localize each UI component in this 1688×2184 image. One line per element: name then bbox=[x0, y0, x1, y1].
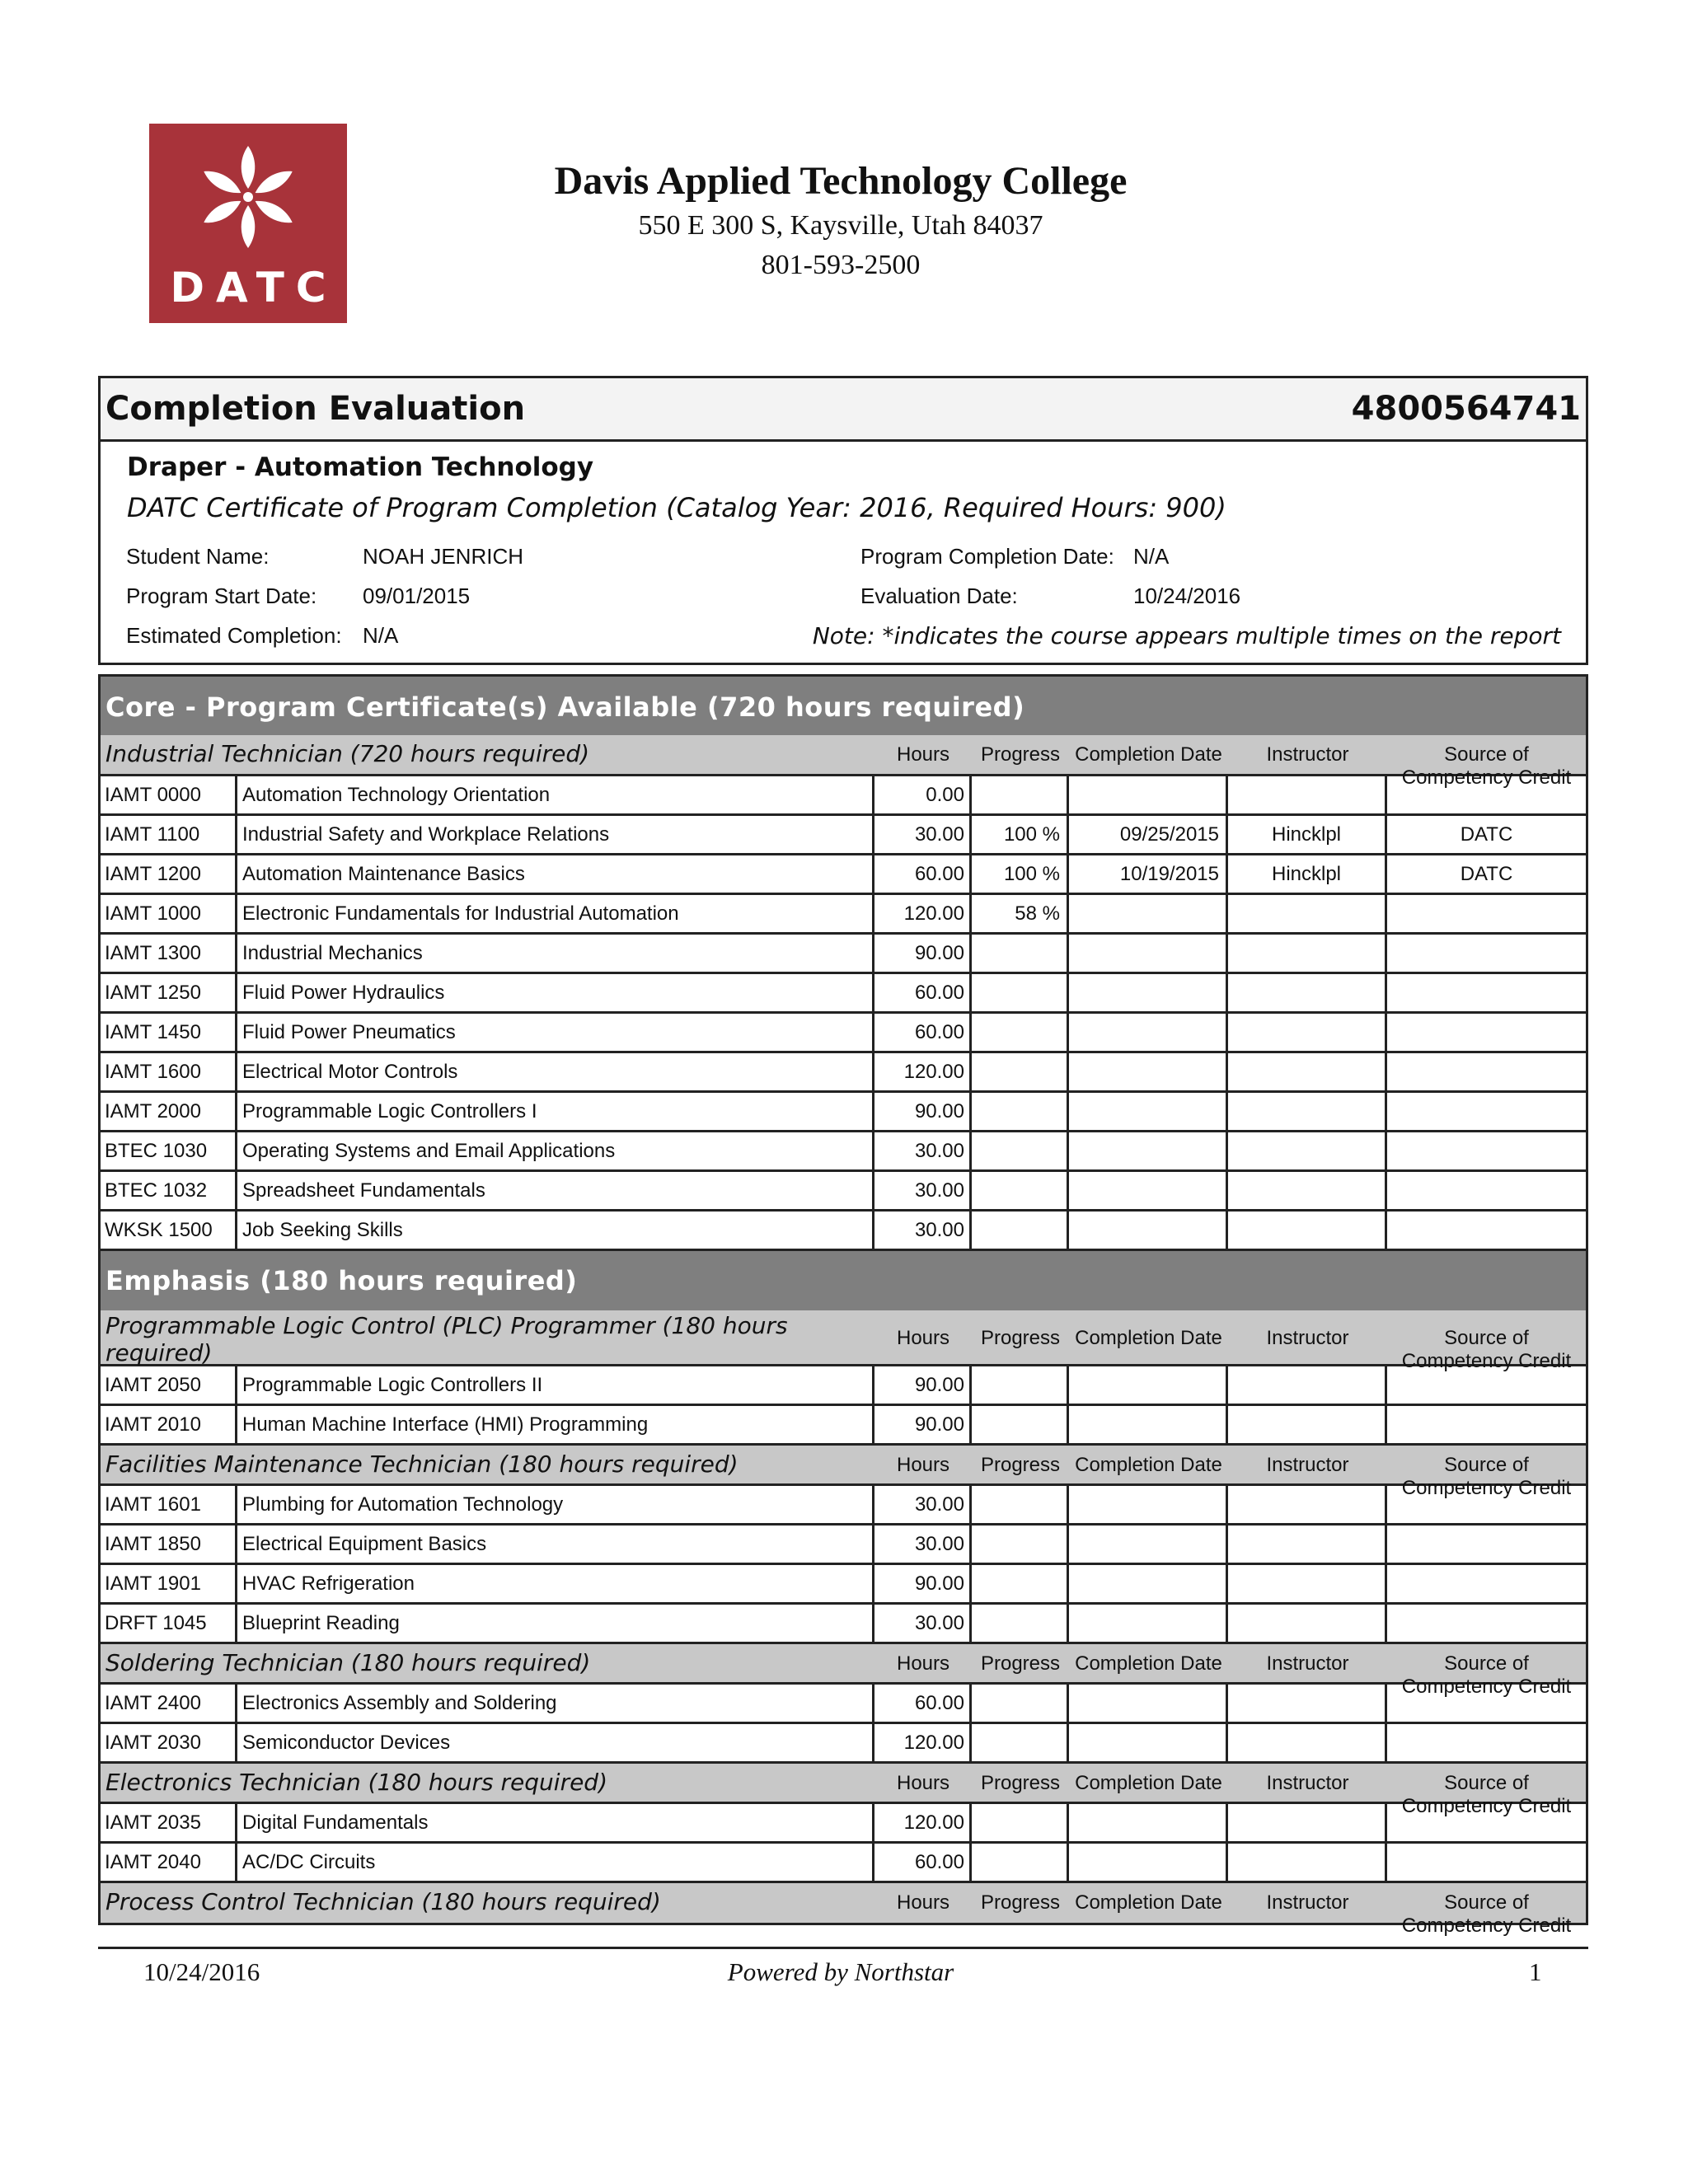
course-code: BTEC 1030 bbox=[101, 1132, 237, 1169]
course-progress bbox=[972, 935, 1069, 972]
course-hours: 90.00 bbox=[874, 935, 972, 972]
course-source: DATC bbox=[1460, 823, 1513, 846]
course-code: IAMT 0000 bbox=[101, 776, 237, 813]
course-title: Industrial Mechanics bbox=[237, 935, 874, 972]
course-source bbox=[1387, 776, 1586, 813]
table-row bbox=[101, 1605, 1586, 1644]
course-code: IAMT 2040 bbox=[101, 1844, 237, 1881]
footer-rule bbox=[98, 1947, 1588, 1949]
group-header bbox=[101, 735, 1586, 789]
course-instructor bbox=[1228, 1804, 1387, 1841]
table-row bbox=[101, 855, 1586, 895]
course-source bbox=[1387, 1212, 1586, 1249]
group-title: Facilities Maintenance Technician (180 hours required) bbox=[106, 1451, 738, 1478]
course-progress bbox=[972, 1132, 1069, 1169]
course-hours: 30.00 bbox=[874, 1526, 972, 1563]
estimated-completion-label: Estimated Completion: bbox=[126, 623, 342, 648]
course-instructor bbox=[1228, 1724, 1387, 1761]
course-completion-date bbox=[1069, 1724, 1228, 1761]
course-code: IAMT 1250 bbox=[101, 974, 237, 1011]
course-instructor: Hincklpl bbox=[1228, 816, 1387, 853]
col-source: Source of Competency Credit bbox=[1401, 1891, 1572, 1937]
table-row bbox=[101, 1093, 1586, 1132]
course-progress bbox=[972, 1844, 1069, 1881]
course-instructor bbox=[1228, 1685, 1387, 1722]
college-name: Davis Applied Technology College bbox=[554, 159, 1128, 203]
col-instructor: Instructor bbox=[1266, 743, 1349, 766]
course-code: IAMT 2030 bbox=[101, 1724, 237, 1761]
course-instructor bbox=[1228, 1605, 1387, 1642]
course-instructor bbox=[1228, 1014, 1387, 1051]
course-progress bbox=[972, 974, 1069, 1011]
course-hours: 90.00 bbox=[874, 1366, 972, 1404]
evaluation-date-label: Evaluation Date: bbox=[860, 583, 1018, 608]
course-code: IAMT 1850 bbox=[101, 1526, 237, 1563]
core-section-header: Core - Program Certificate(s) Available (720 hours required) bbox=[101, 674, 1586, 735]
col-hours: Hours bbox=[896, 743, 950, 766]
table-row bbox=[101, 1132, 1586, 1172]
course-title: Electrical Equipment Basics bbox=[237, 1526, 874, 1563]
course-source bbox=[1387, 1172, 1586, 1209]
course-completion-date bbox=[1069, 1014, 1228, 1051]
course-hours: 90.00 bbox=[874, 1565, 972, 1602]
course-completion-date bbox=[1069, 1605, 1228, 1642]
course-progress bbox=[972, 1366, 1069, 1404]
course-title: Electrical Motor Controls bbox=[237, 1053, 874, 1090]
course-hours: 120.00 bbox=[874, 895, 972, 932]
course-code: IAMT 2000 bbox=[101, 1093, 237, 1130]
course-instructor bbox=[1228, 895, 1387, 932]
table-row bbox=[101, 816, 1586, 855]
course-code: IAMT 2050 bbox=[101, 1366, 237, 1404]
table-row bbox=[101, 1172, 1586, 1212]
course-progress bbox=[972, 1526, 1069, 1563]
course-source bbox=[1387, 1685, 1586, 1722]
course-completion-date bbox=[1069, 935, 1228, 972]
evaluation-date: 10/24/2016 bbox=[1133, 583, 1241, 608]
course-title: Operating Systems and Email Applications bbox=[237, 1132, 874, 1169]
table-row bbox=[101, 1212, 1586, 1251]
course-progress: 100 % bbox=[972, 816, 1069, 853]
table-row bbox=[101, 1366, 1586, 1406]
document-title: Completion Evaluation bbox=[106, 390, 526, 428]
college-phone: 801-593-2500 bbox=[761, 250, 921, 280]
col-completion-date: Completion Date bbox=[1075, 1891, 1222, 1914]
course-completion-date bbox=[1069, 1053, 1228, 1090]
course-source bbox=[1387, 1605, 1586, 1642]
course-code: IAMT 1601 bbox=[101, 1486, 237, 1523]
document-id: 4800564741 bbox=[1351, 390, 1581, 428]
page-number: 1 bbox=[1529, 1957, 1542, 1986]
col-instructor: Instructor bbox=[1266, 1454, 1349, 1476]
course-title: AC/DC Circuits bbox=[237, 1844, 874, 1881]
course-progress bbox=[972, 1406, 1069, 1443]
course-instructor bbox=[1228, 1406, 1387, 1443]
course-instructor bbox=[1228, 935, 1387, 972]
table-row bbox=[101, 776, 1586, 816]
course-hours: 120.00 bbox=[874, 1053, 972, 1090]
course-progress: 58 % bbox=[972, 895, 1069, 932]
col-completion-date: Completion Date bbox=[1075, 743, 1222, 766]
evaluation-header bbox=[98, 376, 1588, 665]
course-source bbox=[1387, 1014, 1586, 1051]
course-progress bbox=[972, 1172, 1069, 1209]
course-completion-date bbox=[1069, 1565, 1228, 1602]
course-source bbox=[1387, 1406, 1586, 1443]
col-hours: Hours bbox=[896, 1454, 950, 1476]
course-title: Programmable Logic Controllers I bbox=[237, 1093, 874, 1130]
col-source: Source of Competency Credit bbox=[1401, 1454, 1572, 1499]
table-row bbox=[101, 1014, 1586, 1053]
table-row bbox=[101, 1526, 1586, 1565]
course-code: IAMT 1000 bbox=[101, 895, 237, 932]
course-code: IAMT 1300 bbox=[101, 935, 237, 972]
group-title: Programmable Logic Control (PLC) Programmer (180 hours required) bbox=[106, 1312, 788, 1366]
program-completion-date: N/A bbox=[1133, 544, 1170, 569]
program-name: Draper - Automation Technology bbox=[127, 452, 594, 482]
course-source bbox=[1387, 1486, 1586, 1523]
course-completion-date bbox=[1069, 1526, 1228, 1563]
course-source bbox=[1387, 1724, 1586, 1761]
course-hours: 120.00 bbox=[874, 1724, 972, 1761]
course-instructor bbox=[1228, 1093, 1387, 1130]
student-name: NOAH JENRICH bbox=[363, 544, 524, 569]
course-progress bbox=[972, 1724, 1069, 1761]
college-address: 550 E 300 S, Kaysville, Utah 84037 bbox=[638, 210, 1043, 241]
course-completion-date bbox=[1069, 974, 1228, 1011]
course-hours: 30.00 bbox=[874, 1605, 972, 1642]
course-progress: 100 % bbox=[972, 855, 1069, 893]
course-source bbox=[1387, 1526, 1586, 1563]
course-source bbox=[1387, 1366, 1586, 1404]
course-completion-date bbox=[1069, 1685, 1228, 1722]
course-progress bbox=[972, 1093, 1069, 1130]
course-source bbox=[1387, 1053, 1586, 1090]
course-completion-date bbox=[1069, 1486, 1228, 1523]
col-instructor: Instructor bbox=[1266, 1327, 1349, 1349]
col-source: Source of Competency Credit bbox=[1401, 743, 1572, 789]
course-instructor bbox=[1228, 974, 1387, 1011]
course-title: Electronic Fundamentals for Industrial Automation bbox=[237, 895, 874, 932]
group-title: Industrial Technician (720 hours required) bbox=[106, 740, 590, 767]
emphasis-section-header: Emphasis (180 hours required) bbox=[101, 1251, 1586, 1310]
start-date: 09/01/2015 bbox=[363, 583, 471, 608]
course-completion-date bbox=[1069, 1844, 1228, 1881]
course-completion-date bbox=[1069, 1132, 1228, 1169]
course-code: WKSK 1500 bbox=[101, 1212, 237, 1249]
course-hours: 30.00 bbox=[874, 1132, 972, 1169]
table-row bbox=[101, 1685, 1586, 1724]
col-progress: Progress bbox=[980, 1327, 1061, 1349]
course-progress bbox=[972, 1212, 1069, 1249]
course-code: BTEC 1032 bbox=[101, 1172, 237, 1209]
course-progress bbox=[972, 1605, 1069, 1642]
course-code: IAMT 1450 bbox=[101, 1014, 237, 1051]
col-instructor: Instructor bbox=[1266, 1652, 1349, 1675]
col-completion-date: Completion Date bbox=[1075, 1327, 1222, 1349]
course-hours: 30.00 bbox=[874, 1172, 972, 1209]
col-source: Source of Competency Credit bbox=[1401, 1652, 1572, 1698]
col-completion-date: Completion Date bbox=[1075, 1652, 1222, 1675]
course-instructor bbox=[1228, 1526, 1387, 1563]
course-progress bbox=[972, 1014, 1069, 1051]
course-code: DRFT 1045 bbox=[101, 1605, 237, 1642]
course-completion-date bbox=[1069, 1366, 1228, 1404]
course-code: IAMT 2035 bbox=[101, 1804, 237, 1841]
group-header bbox=[101, 1644, 1586, 1698]
col-progress: Progress bbox=[980, 1454, 1061, 1476]
col-instructor: Instructor bbox=[1266, 1891, 1349, 1914]
course-source bbox=[1387, 1132, 1586, 1169]
course-completion-date bbox=[1069, 1093, 1228, 1130]
course-title: Plumbing for Automation Technology bbox=[237, 1486, 874, 1523]
college-logo bbox=[149, 124, 347, 323]
course-source: DATC bbox=[1460, 863, 1513, 885]
course-source bbox=[1387, 1844, 1586, 1881]
course-completion-date bbox=[1069, 1172, 1228, 1209]
table-row bbox=[101, 1406, 1586, 1446]
duplicate-course-note: Note: *indicates the course appears multiple times on the report bbox=[812, 622, 1561, 649]
col-instructor: Instructor bbox=[1266, 1772, 1349, 1794]
course-hours: 30.00 bbox=[874, 1486, 972, 1523]
course-instructor bbox=[1228, 1366, 1387, 1404]
course-hours: 30.00 bbox=[874, 816, 972, 853]
course-hours: 60.00 bbox=[874, 1014, 972, 1051]
course-source bbox=[1387, 1093, 1586, 1130]
course-instructor bbox=[1228, 1132, 1387, 1169]
course-hours: 60.00 bbox=[874, 1844, 972, 1881]
course-completion-date: 09/25/2015 bbox=[1069, 816, 1228, 853]
footer-powered-by: Powered by Northstar bbox=[727, 1957, 954, 1986]
course-source bbox=[1387, 935, 1586, 972]
col-source: Source of Competency Credit bbox=[1401, 1772, 1572, 1817]
col-completion-date: Completion Date bbox=[1075, 1454, 1222, 1476]
course-hours: 0.00 bbox=[874, 776, 972, 813]
course-completion-date bbox=[1069, 1804, 1228, 1841]
group-title: Process Control Technician (180 hours required) bbox=[106, 1888, 661, 1915]
table-row bbox=[101, 1844, 1586, 1883]
course-title: Blueprint Reading bbox=[237, 1605, 874, 1642]
course-title: Programmable Logic Controllers II bbox=[237, 1366, 874, 1404]
course-title: Industrial Safety and Workplace Relations bbox=[237, 816, 874, 853]
course-code: IAMT 2010 bbox=[101, 1406, 237, 1443]
course-title: HVAC Refrigeration bbox=[237, 1565, 874, 1602]
col-progress: Progress bbox=[980, 1772, 1061, 1794]
table-row bbox=[101, 1486, 1586, 1526]
course-title: Job Seeking Skills bbox=[237, 1212, 874, 1249]
course-instructor bbox=[1228, 1486, 1387, 1523]
course-code: IAMT 1901 bbox=[101, 1565, 237, 1602]
course-code: IAMT 1100 bbox=[101, 816, 237, 853]
col-hours: Hours bbox=[896, 1327, 950, 1349]
course-progress bbox=[972, 776, 1069, 813]
course-title: Automation Technology Orientation bbox=[237, 776, 874, 813]
estimated-completion: N/A bbox=[363, 623, 399, 648]
col-completion-date: Completion Date bbox=[1075, 1772, 1222, 1794]
course-hours: 90.00 bbox=[874, 1093, 972, 1130]
group-header bbox=[101, 1446, 1586, 1499]
course-instructor bbox=[1228, 1565, 1387, 1602]
course-hours: 120.00 bbox=[874, 1804, 972, 1841]
table-row bbox=[101, 1724, 1586, 1764]
group-header bbox=[101, 1764, 1586, 1817]
course-source bbox=[1387, 1804, 1586, 1841]
course-progress bbox=[972, 1486, 1069, 1523]
course-hours: 60.00 bbox=[874, 974, 972, 1011]
course-instructor: Hincklpl bbox=[1228, 855, 1387, 893]
course-title: Fluid Power Pneumatics bbox=[237, 1014, 874, 1051]
table-row bbox=[101, 1565, 1586, 1605]
col-hours: Hours bbox=[896, 1652, 950, 1675]
course-title: Electronics Assembly and Soldering bbox=[237, 1685, 874, 1722]
course-code: IAMT 2400 bbox=[101, 1685, 237, 1722]
course-progress bbox=[972, 1565, 1069, 1602]
logo-wordmark: DATC bbox=[170, 264, 338, 312]
course-title: Fluid Power Hydraulics bbox=[237, 974, 874, 1011]
course-completion-date bbox=[1069, 895, 1228, 932]
course-source bbox=[1387, 895, 1586, 932]
table-row bbox=[101, 935, 1586, 974]
program-completion-label: Program Completion Date: bbox=[860, 544, 1114, 569]
course-instructor bbox=[1228, 1053, 1387, 1090]
col-progress: Progress bbox=[980, 1891, 1061, 1914]
table-row bbox=[101, 974, 1586, 1014]
course-hours: 60.00 bbox=[874, 855, 972, 893]
course-hours: 90.00 bbox=[874, 1406, 972, 1443]
col-hours: Hours bbox=[896, 1891, 950, 1914]
course-title: Automation Maintenance Basics bbox=[237, 855, 874, 893]
col-progress: Progress bbox=[980, 1652, 1061, 1675]
course-code: IAMT 1200 bbox=[101, 855, 237, 893]
footer-date: 10/24/2016 bbox=[143, 1957, 260, 1986]
table-row bbox=[101, 895, 1586, 935]
table-row bbox=[101, 1804, 1586, 1844]
course-instructor bbox=[1228, 1844, 1387, 1881]
course-progress bbox=[972, 1685, 1069, 1722]
course-source bbox=[1387, 974, 1586, 1011]
course-title: Human Machine Interface (HMI) Programming bbox=[237, 1406, 874, 1443]
title-bar bbox=[101, 378, 1586, 442]
group-header bbox=[101, 1310, 1586, 1372]
course-title: Spreadsheet Fundamentals bbox=[237, 1172, 874, 1209]
course-instructor bbox=[1228, 1212, 1387, 1249]
course-source bbox=[1387, 1565, 1586, 1602]
course-instructor bbox=[1228, 776, 1387, 813]
table-row bbox=[101, 1053, 1586, 1093]
group-title: Soldering Technician (180 hours required) bbox=[106, 1649, 591, 1676]
course-hours: 60.00 bbox=[874, 1685, 972, 1722]
group-header bbox=[101, 1883, 1586, 1937]
col-progress: Progress bbox=[980, 743, 1061, 766]
course-title: Digital Fundamentals bbox=[237, 1804, 874, 1841]
group-title: Electronics Technician (180 hours required) bbox=[106, 1769, 607, 1796]
course-progress bbox=[972, 1804, 1069, 1841]
col-source: Source of Competency Credit bbox=[1401, 1327, 1572, 1372]
course-completion-date bbox=[1069, 1212, 1228, 1249]
certificate-line: DATC Certificate of Program Completion (Catalog Year: 2016, Required Hours: 900) bbox=[127, 492, 1226, 523]
start-date-label: Program Start Date: bbox=[126, 583, 317, 608]
course-progress bbox=[972, 1053, 1069, 1090]
col-hours: Hours bbox=[896, 1772, 950, 1794]
star-flower-icon bbox=[199, 135, 298, 259]
course-completion-date bbox=[1069, 776, 1228, 813]
course-completion-date: 10/19/2015 bbox=[1069, 855, 1228, 893]
course-code: IAMT 1600 bbox=[101, 1053, 237, 1090]
course-hours: 30.00 bbox=[874, 1212, 972, 1249]
course-title: Semiconductor Devices bbox=[237, 1724, 874, 1761]
course-completion-date bbox=[1069, 1406, 1228, 1443]
course-instructor bbox=[1228, 1172, 1387, 1209]
student-name-label: Student Name: bbox=[126, 544, 270, 569]
